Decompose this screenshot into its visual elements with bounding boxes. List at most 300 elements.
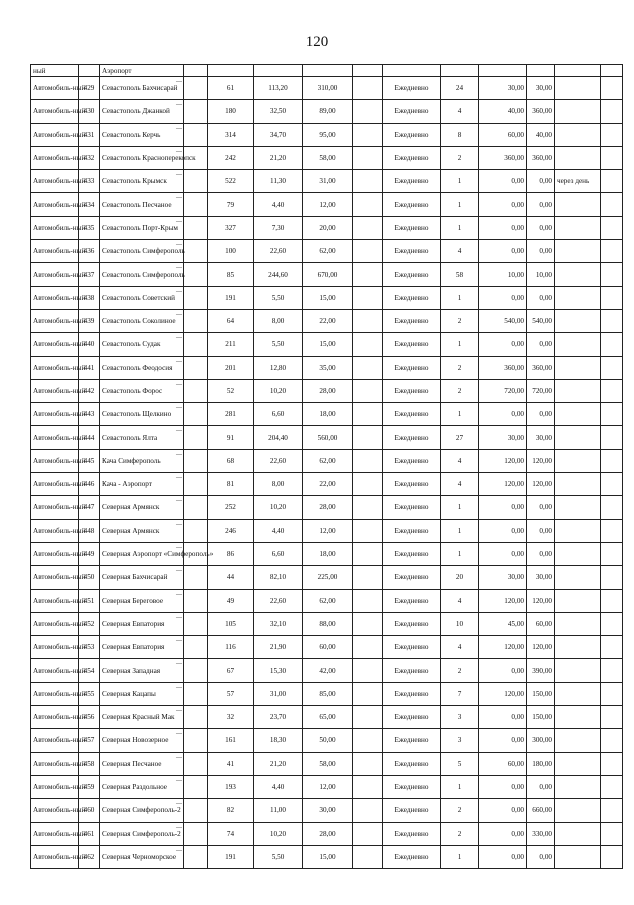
route-name: Северная Армянск — — [100, 496, 184, 519]
route-number: 438 — [79, 286, 100, 309]
frequency: Ежедневно — [383, 379, 441, 402]
table-row — [31, 706, 623, 729]
amount-2: 120,00 — [527, 449, 555, 472]
value-2: 85,00 — [303, 682, 353, 705]
transport-type: Автомобиль-ный — [31, 775, 79, 798]
distance: 193 — [208, 775, 254, 798]
transport-type: Автомобиль-ный — [31, 729, 79, 752]
route-number: 457 — [79, 729, 100, 752]
table-body — [31, 65, 623, 869]
route-number: 460 — [79, 799, 100, 822]
note — [555, 612, 601, 635]
table-row — [31, 379, 623, 402]
route-number: 446 — [79, 473, 100, 496]
frequency: Ежедневно — [383, 752, 441, 775]
route-number: 462 — [79, 845, 100, 868]
transport-type: Автомобиль-ный — [31, 473, 79, 496]
note — [555, 216, 601, 239]
route-number: 450 — [79, 566, 100, 589]
amount-2: 360,00 — [527, 356, 555, 379]
distance: 314 — [208, 123, 254, 146]
route-name: Северная Кацапы — — [100, 682, 184, 705]
amount-1: 0,00 — [479, 659, 527, 682]
empty-cell — [353, 729, 383, 752]
empty-cell — [601, 799, 623, 822]
transport-type: Автомобиль-ный — [31, 240, 79, 263]
empty-cell — [184, 612, 208, 635]
route-name: Кача Симферополь — — [100, 449, 184, 472]
note — [555, 542, 601, 565]
amount-2: 0,00 — [527, 403, 555, 426]
value-2: 58,00 — [303, 146, 353, 169]
amount-2: 360,00 — [527, 100, 555, 123]
transport-type: Автомобиль-ный — [31, 612, 79, 635]
amount-1: 0,00 — [479, 706, 527, 729]
route-number: 436 — [79, 240, 100, 263]
frequency: Ежедневно — [383, 216, 441, 239]
route-name: Северная Красный Мак — — [100, 706, 184, 729]
value-1: 22,60 — [254, 449, 303, 472]
distance: 86 — [208, 542, 254, 565]
frequency: Ежедневно — [383, 589, 441, 612]
route-number: 434 — [79, 193, 100, 216]
empty-cell — [601, 822, 623, 845]
value-1: 11,30 — [254, 170, 303, 193]
amount-1: 40,00 — [479, 100, 527, 123]
distance: 57 — [208, 682, 254, 705]
empty-cell — [184, 379, 208, 402]
empty-cell — [184, 286, 208, 309]
empty-cell — [601, 193, 623, 216]
table-row — [31, 100, 623, 123]
empty-cell — [353, 496, 383, 519]
amount-1: 120,00 — [479, 589, 527, 612]
value-2: 22,00 — [303, 309, 353, 332]
note — [555, 379, 601, 402]
transport-type: Автомобиль-ный — [31, 752, 79, 775]
note — [555, 426, 601, 449]
route-number: 453 — [79, 636, 100, 659]
value-1: 23,70 — [254, 706, 303, 729]
value-1: 22,60 — [254, 240, 303, 263]
table-row — [31, 612, 623, 635]
frequency: Ежедневно — [383, 636, 441, 659]
trips-count: 4 — [441, 449, 479, 472]
table-row — [31, 263, 623, 286]
value-2: 60,00 — [303, 636, 353, 659]
route-name: Северная Черноморское — — [100, 845, 184, 868]
transport-type: Автомобиль-ный — [31, 333, 79, 356]
amount-1: 360,00 — [479, 356, 527, 379]
trips-count: 1 — [441, 170, 479, 193]
amount-2: 120,00 — [527, 636, 555, 659]
note — [555, 519, 601, 542]
transport-type: Автомобиль-ный — [31, 566, 79, 589]
empty-cell — [184, 589, 208, 612]
empty-cell — [184, 822, 208, 845]
routes-table — [30, 64, 623, 869]
empty-cell — [601, 146, 623, 169]
route-name: Аэропорт — [100, 65, 184, 77]
frequency: Ежедневно — [383, 286, 441, 309]
route-number: 455 — [79, 682, 100, 705]
value-1: 6,60 — [254, 403, 303, 426]
empty-cell — [184, 403, 208, 426]
frequency: Ежедневно — [383, 263, 441, 286]
empty-cell — [601, 566, 623, 589]
empty-cell — [601, 170, 623, 193]
empty-cell — [601, 706, 623, 729]
route-name: Северная Аэропорт «Симферополь» — — [100, 542, 184, 565]
transport-type: Автомобиль-ный — [31, 799, 79, 822]
transport-type: Автомобиль-ный — [31, 426, 79, 449]
trips-count: 2 — [441, 356, 479, 379]
empty-cell — [353, 146, 383, 169]
value-1: 5,50 — [254, 845, 303, 868]
transport-type: Автомобиль-ный — [31, 845, 79, 868]
table-row — [31, 240, 623, 263]
empty-cell — [353, 449, 383, 472]
route-number: 454 — [79, 659, 100, 682]
empty-cell — [353, 682, 383, 705]
empty-cell — [601, 123, 623, 146]
amount-2: 360,00 — [527, 146, 555, 169]
value-2: 89,00 — [303, 100, 353, 123]
empty-cell — [601, 77, 623, 100]
table-row — [31, 473, 623, 496]
route-name: Северная Береговое — — [100, 589, 184, 612]
frequency: Ежедневно — [383, 845, 441, 868]
value-2: 28,00 — [303, 379, 353, 402]
empty-cell — [184, 100, 208, 123]
route-name: Севастополь Керчь — — [100, 123, 184, 146]
frequency: Ежедневно — [383, 146, 441, 169]
amount-2: 0,00 — [527, 216, 555, 239]
empty-cell — [353, 473, 383, 496]
trips-count: 1 — [441, 333, 479, 356]
empty-cell — [353, 286, 383, 309]
route-number: 435 — [79, 216, 100, 239]
table-row — [31, 636, 623, 659]
value-1: 32,50 — [254, 100, 303, 123]
distance: 281 — [208, 403, 254, 426]
value-2: 28,00 — [303, 496, 353, 519]
amount-2: 60,00 — [527, 612, 555, 635]
value-2: 12,00 — [303, 519, 353, 542]
amount-1: 45,00 — [479, 612, 527, 635]
amount-1: 0,00 — [479, 729, 527, 752]
distance: 100 — [208, 240, 254, 263]
frequency: Ежедневно — [383, 706, 441, 729]
route-name: Севастополь Порт-Крым — — [100, 216, 184, 239]
trips-count: 3 — [441, 729, 479, 752]
route-number: 445 — [79, 449, 100, 472]
value-1: 4,40 — [254, 519, 303, 542]
amount-2: 300,00 — [527, 729, 555, 752]
value-2: 20,00 — [303, 216, 353, 239]
transport-type: Автомобиль-ный — [31, 449, 79, 472]
value-1: 4,40 — [254, 775, 303, 798]
route-name: Севастополь Соколиное — — [100, 309, 184, 332]
value-2: 95,00 — [303, 123, 353, 146]
empty-cell — [353, 379, 383, 402]
route-number: 432 — [79, 146, 100, 169]
empty-cell — [184, 659, 208, 682]
empty-cell — [601, 542, 623, 565]
value-2: 18,00 — [303, 403, 353, 426]
frequency: Ежедневно — [383, 473, 441, 496]
distance: 116 — [208, 636, 254, 659]
note — [555, 496, 601, 519]
trips-count: 1 — [441, 845, 479, 868]
transport-type: Автомобиль-ный — [31, 216, 79, 239]
empty-cell — [601, 473, 623, 496]
amount-1: 120,00 — [479, 636, 527, 659]
distance: 161 — [208, 729, 254, 752]
frequency: Ежедневно — [383, 193, 441, 216]
trips-count: 20 — [441, 566, 479, 589]
note — [555, 263, 601, 286]
table-row — [31, 729, 623, 752]
empty-cell — [353, 519, 383, 542]
note — [555, 822, 601, 845]
frequency: Ежедневно — [383, 496, 441, 519]
empty-cell — [353, 356, 383, 379]
trips-count: 1 — [441, 216, 479, 239]
amount-2: 150,00 — [527, 706, 555, 729]
distance: 191 — [208, 845, 254, 868]
value-2: 88,00 — [303, 612, 353, 635]
empty-cell — [601, 216, 623, 239]
transport-type: Автомобиль-ный — [31, 193, 79, 216]
trips-count: 1 — [441, 193, 479, 216]
value-2: 28,00 — [303, 822, 353, 845]
table-row — [31, 822, 623, 845]
route-name: Севастополь Бахчисарай — — [100, 77, 184, 100]
table-row — [31, 333, 623, 356]
trips-count: 1 — [441, 775, 479, 798]
table-row — [31, 845, 623, 868]
empty-cell — [601, 845, 623, 868]
value-2: 310,00 — [303, 77, 353, 100]
empty-cell — [601, 356, 623, 379]
note — [555, 473, 601, 496]
note — [555, 100, 601, 123]
value-1: 21,90 — [254, 636, 303, 659]
transport-type: Автомобиль-ный — [31, 309, 79, 332]
route-number: 456 — [79, 706, 100, 729]
value-2: 15,00 — [303, 333, 353, 356]
empty-cell — [184, 263, 208, 286]
empty-cell — [184, 123, 208, 146]
transport-type: Автомобиль-ный — [31, 682, 79, 705]
empty-cell — [601, 636, 623, 659]
route-name: Северная Евпатория — — [100, 612, 184, 635]
amount-1: 0,00 — [479, 845, 527, 868]
route-number: 443 — [79, 403, 100, 426]
frequency: Ежедневно — [383, 333, 441, 356]
amount-1: 0,00 — [479, 286, 527, 309]
note — [555, 309, 601, 332]
empty-cell — [184, 333, 208, 356]
amount-1: 540,00 — [479, 309, 527, 332]
transport-type: Автомобиль-ный — [31, 706, 79, 729]
distance: 61 — [208, 77, 254, 100]
value-1: 15,30 — [254, 659, 303, 682]
transport-type: Автомобиль-ный — [31, 589, 79, 612]
transport-type: Автомобиль-ный — [31, 496, 79, 519]
empty-cell — [353, 100, 383, 123]
amount-1: 0,00 — [479, 799, 527, 822]
value-1: 5,50 — [254, 286, 303, 309]
distance: 52 — [208, 379, 254, 402]
distance: 191 — [208, 286, 254, 309]
value-2: 50,00 — [303, 729, 353, 752]
trips-count: 24 — [441, 77, 479, 100]
value-2: 15,00 — [303, 845, 353, 868]
route-name: Северная Западная — — [100, 659, 184, 682]
table-row — [31, 123, 623, 146]
route-name: Северная Новозерное — — [100, 729, 184, 752]
table-row — [31, 752, 623, 775]
empty-cell — [184, 799, 208, 822]
empty-cell — [601, 612, 623, 635]
distance: 49 — [208, 589, 254, 612]
distance: 246 — [208, 519, 254, 542]
table-row — [31, 403, 623, 426]
transport-type: Автомобиль-ный — [31, 659, 79, 682]
empty-cell — [184, 706, 208, 729]
empty-cell — [601, 286, 623, 309]
amount-2: 0,00 — [527, 333, 555, 356]
value-1: 6,60 — [254, 542, 303, 565]
amount-1: 0,00 — [479, 822, 527, 845]
empty-cell — [184, 216, 208, 239]
value-2: 560,00 — [303, 426, 353, 449]
route-number: 461 — [79, 822, 100, 845]
amount-1: 0,00 — [479, 240, 527, 263]
note — [555, 356, 601, 379]
value-2: 12,00 — [303, 193, 353, 216]
amount-2: 120,00 — [527, 473, 555, 496]
note — [555, 123, 601, 146]
table-row — [31, 193, 623, 216]
empty-cell — [601, 403, 623, 426]
empty-cell — [353, 659, 383, 682]
amount-2: 120,00 — [527, 589, 555, 612]
route-name: Северная Песчаное — — [100, 752, 184, 775]
frequency: Ежедневно — [383, 682, 441, 705]
amount-1: 10,00 — [479, 263, 527, 286]
amount-1: 60,00 — [479, 123, 527, 146]
distance: 211 — [208, 333, 254, 356]
amount-1: 0,00 — [479, 170, 527, 193]
table-row — [31, 659, 623, 682]
trips-count: 2 — [441, 309, 479, 332]
empty-cell — [353, 333, 383, 356]
amount-2: 0,00 — [527, 496, 555, 519]
value-1: 18,30 — [254, 729, 303, 752]
distance: 85 — [208, 263, 254, 286]
empty-cell — [353, 542, 383, 565]
amount-1: 30,00 — [479, 566, 527, 589]
value-2: 31,00 — [303, 170, 353, 193]
table-row — [31, 682, 623, 705]
value-2: 22,00 — [303, 473, 353, 496]
distance: 79 — [208, 193, 254, 216]
empty-cell — [353, 263, 383, 286]
route-number: 430 — [79, 100, 100, 123]
note — [555, 845, 601, 868]
note — [555, 706, 601, 729]
empty-cell — [184, 240, 208, 263]
route-name: Севастополь Крымск — — [100, 170, 184, 193]
empty-cell — [184, 426, 208, 449]
trips-count: 10 — [441, 612, 479, 635]
note — [555, 659, 601, 682]
empty-cell — [601, 240, 623, 263]
route-name: Севастополь Ялта — — [100, 426, 184, 449]
empty-cell — [353, 426, 383, 449]
transport-type: Автомобиль-ный — [31, 542, 79, 565]
table-row — [31, 589, 623, 612]
note — [555, 193, 601, 216]
route-number: 448 — [79, 519, 100, 542]
empty-cell — [353, 752, 383, 775]
note — [555, 403, 601, 426]
empty-cell — [184, 682, 208, 705]
empty-cell — [184, 77, 208, 100]
transport-type: Автомобиль-ный — [31, 170, 79, 193]
transport-type: Автомобиль-ный — [31, 356, 79, 379]
amount-1: 120,00 — [479, 682, 527, 705]
empty-cell — [601, 589, 623, 612]
note — [555, 449, 601, 472]
route-number: 439 — [79, 309, 100, 332]
amount-2: 720,00 — [527, 379, 555, 402]
value-2: 65,00 — [303, 706, 353, 729]
route-number — [79, 65, 100, 77]
value-1: 10,20 — [254, 496, 303, 519]
amount-2: 0,00 — [527, 845, 555, 868]
distance: 68 — [208, 449, 254, 472]
distance: 81 — [208, 473, 254, 496]
distance: 91 — [208, 426, 254, 449]
table-row — [31, 496, 623, 519]
empty-cell — [184, 566, 208, 589]
amount-2: 0,00 — [527, 542, 555, 565]
amount-1: 60,00 — [479, 752, 527, 775]
empty-cell — [184, 496, 208, 519]
distance: 105 — [208, 612, 254, 635]
distance: 180 — [208, 100, 254, 123]
transport-type: Автомобиль-ный — [31, 123, 79, 146]
value-1: 11,00 — [254, 799, 303, 822]
note — [555, 752, 601, 775]
trips-count: 4 — [441, 636, 479, 659]
empty-cell — [184, 309, 208, 332]
amount-2: 30,00 — [527, 426, 555, 449]
frequency: Ежедневно — [383, 426, 441, 449]
route-number: 437 — [79, 263, 100, 286]
route-name: Севастополь Щелкино — — [100, 403, 184, 426]
value-1: 8,00 — [254, 309, 303, 332]
amount-1: 0,00 — [479, 519, 527, 542]
transport-type: Автомобиль-ный — [31, 100, 79, 123]
transport-type: Автомобиль-ный — [31, 77, 79, 100]
route-number: 441 — [79, 356, 100, 379]
route-name: Северная Бахчисарай — — [100, 566, 184, 589]
